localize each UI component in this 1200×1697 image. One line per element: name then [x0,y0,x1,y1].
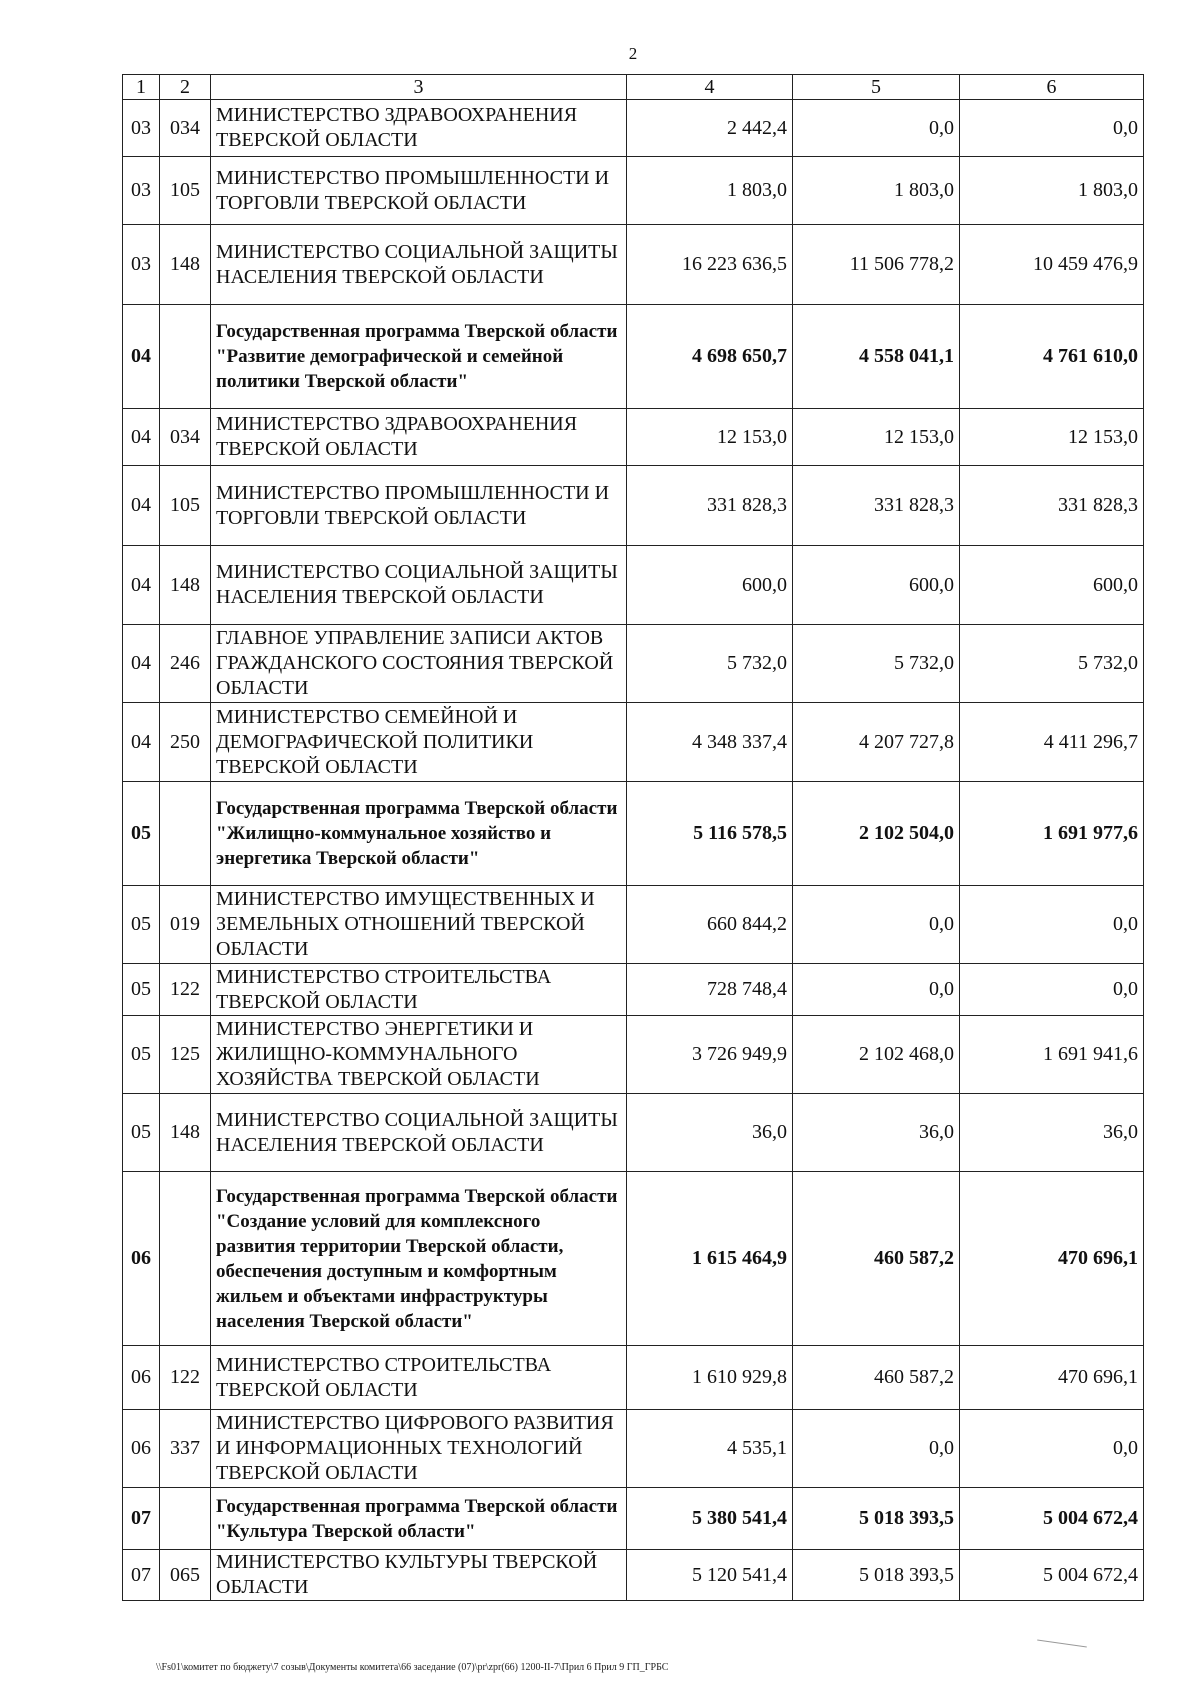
agency-row [123,1550,1144,1601]
name-cell: МИНИСТЕРСТВО СТРОИТЕЛЬСТВА ТВЕРСКОЙ ОБЛАСТИ [211,1346,627,1410]
header-col-3: 3 [211,75,627,100]
amount-col-5-cell: 600,0 [793,546,960,625]
amount-col-6-cell: 470 696,1 [960,1346,1144,1410]
agency-row [123,964,1144,1016]
program-code-cell: 05 [123,964,160,1016]
table-body [123,100,1144,1601]
agency-row [123,625,1144,703]
agency-code-cell [160,305,211,409]
program-code-cell: 06 [123,1346,160,1410]
program-code-cell: 07 [123,1550,160,1601]
amount-col-4-cell: 4 535,1 [627,1410,793,1488]
agency-row [123,100,1144,157]
footer-file-path: \\Fs01\комитет по бюджету\7 созыв\Документы комитета\66 заседание (07)\pr\zpr(66) 1200-II-7\Прил 6 Прил 9 ГП_ГРБС [156,1662,669,1673]
amount-col-6-cell: 470 696,1 [960,1172,1144,1346]
program-code-cell: 07 [123,1488,160,1550]
amount-col-6-cell: 1 691 941,6 [960,1016,1144,1094]
amount-col-5-cell: 0,0 [793,886,960,964]
amount-col-6-cell: 36,0 [960,1094,1144,1172]
agency-code-cell: 337 [160,1410,211,1488]
amount-col-6-cell: 600,0 [960,546,1144,625]
name-cell: Государственная программа Тверской области "Жилищно-коммунальное хозяйство и энергетика Тверской области" [211,782,627,886]
name-cell: МИНИСТЕРСТВО ПРОМЫШЛЕННОСТИ И ТОРГОВЛИ ТВЕРСКОЙ ОБЛАСТИ [211,466,627,546]
agency-row [123,1346,1144,1410]
amount-col-6-cell: 5 732,0 [960,625,1144,703]
program-code-cell: 06 [123,1410,160,1488]
budget-table [122,74,1144,1601]
program-code-cell: 06 [123,1172,160,1346]
program-code-cell: 05 [123,886,160,964]
amount-col-5-cell: 331 828,3 [793,466,960,546]
program-row [123,782,1144,886]
amount-col-5-cell: 0,0 [793,1410,960,1488]
program-code-cell: 04 [123,409,160,466]
agency-code-cell [160,1488,211,1550]
agency-row [123,1016,1144,1094]
program-code-cell: 04 [123,305,160,409]
amount-col-4-cell: 3 726 949,9 [627,1016,793,1094]
name-cell: МИНИСТЕРСТВО СОЦИАЛЬНОЙ ЗАЩИТЫ НАСЕЛЕНИЯ ТВЕРСКОЙ ОБЛАСТИ [211,1094,627,1172]
name-cell: МИНИСТЕРСТВО СЕМЕЙНОЙ И ДЕМОГРАФИЧЕСКОЙ ПОЛИТИКИ ТВЕРСКОЙ ОБЛАСТИ [211,703,627,782]
amount-col-4-cell: 600,0 [627,546,793,625]
amount-col-6-cell: 10 459 476,9 [960,225,1144,305]
amount-col-5-cell: 2 102 468,0 [793,1016,960,1094]
amount-col-4-cell: 4 348 337,4 [627,703,793,782]
amount-col-6-cell: 1 691 977,6 [960,782,1144,886]
header-row [123,75,1144,100]
name-cell: Государственная программа Тверской области "Культура Тверской области" [211,1488,627,1550]
agency-row [123,703,1144,782]
amount-col-6-cell: 0,0 [960,100,1144,157]
amount-col-5-cell: 5 018 393,5 [793,1550,960,1601]
program-code-cell: 04 [123,466,160,546]
amount-col-5-cell: 36,0 [793,1094,960,1172]
program-row [123,305,1144,409]
header-col-4: 4 [627,75,793,100]
agency-code-cell: 034 [160,100,211,157]
agency-code-cell: 122 [160,1346,211,1410]
amount-col-4-cell: 16 223 636,5 [627,225,793,305]
amount-col-6-cell: 0,0 [960,886,1144,964]
amount-col-4-cell: 5 120 541,4 [627,1550,793,1601]
agency-row [123,1410,1144,1488]
program-code-cell: 03 [123,225,160,305]
agency-row [123,157,1144,225]
name-cell: МИНИСТЕРСТВО СТРОИТЕЛЬСТВА ТВЕРСКОЙ ОБЛАСТИ [211,964,627,1016]
agency-row [123,1094,1144,1172]
amount-col-4-cell: 331 828,3 [627,466,793,546]
agency-code-cell: 105 [160,157,211,225]
amount-col-5-cell: 0,0 [793,100,960,157]
agency-code-cell: 122 [160,964,211,1016]
amount-col-5-cell: 11 506 778,2 [793,225,960,305]
agency-row [123,409,1144,466]
agency-code-cell [160,782,211,886]
program-code-cell: 03 [123,100,160,157]
name-cell: МИНИСТЕРСТВО ЗДРАВООХРАНЕНИЯ ТВЕРСКОЙ ОБЛАСТИ [211,409,627,466]
agency-code-cell: 246 [160,625,211,703]
amount-col-4-cell: 2 442,4 [627,100,793,157]
program-row [123,1488,1144,1550]
agency-code-cell: 065 [160,1550,211,1601]
agency-code-cell: 250 [160,703,211,782]
agency-code-cell [160,1172,211,1346]
name-cell: МИНИСТЕРСТВО ЭНЕРГЕТИКИ И ЖИЛИЩНО-КОММУНАЛЬНОГО ХОЗЯЙСТВА ТВЕРСКОЙ ОБЛАСТИ [211,1016,627,1094]
scan-artifact [1037,1640,1087,1648]
amount-col-4-cell: 36,0 [627,1094,793,1172]
program-row [123,1172,1144,1346]
agency-code-cell: 148 [160,225,211,305]
amount-col-5-cell: 1 803,0 [793,157,960,225]
agency-row [123,546,1144,625]
amount-col-5-cell: 12 153,0 [793,409,960,466]
program-code-cell: 05 [123,1016,160,1094]
amount-col-5-cell: 460 587,2 [793,1346,960,1410]
page-number: 2 [628,44,638,63]
program-code-cell: 04 [123,546,160,625]
amount-col-4-cell: 1 615 464,9 [627,1172,793,1346]
agency-code-cell: 034 [160,409,211,466]
amount-col-4-cell: 5 116 578,5 [627,782,793,886]
name-cell: ГЛАВНОЕ УПРАВЛЕНИЕ ЗАПИСИ АКТОВ ГРАЖДАНСКОГО СОСТОЯНИЯ ТВЕРСКОЙ ОБЛАСТИ [211,625,627,703]
agency-code-cell: 019 [160,886,211,964]
name-cell: МИНИСТЕРСТВО СОЦИАЛЬНОЙ ЗАЩИТЫ НАСЕЛЕНИЯ ТВЕРСКОЙ ОБЛАСТИ [211,225,627,305]
amount-col-4-cell: 660 844,2 [627,886,793,964]
amount-col-5-cell: 4 207 727,8 [793,703,960,782]
name-cell: Государственная программа Тверской области "Развитие демографической и семейной политики Тверской области" [211,305,627,409]
name-cell: МИНИСТЕРСТВО ЦИФРОВОГО РАЗВИТИЯ И ИНФОРМАЦИОННЫХ ТЕХНОЛОГИЙ ТВЕРСКОЙ ОБЛАСТИ [211,1410,627,1488]
amount-col-5-cell: 5 018 393,5 [793,1488,960,1550]
header-col-5: 5 [793,75,960,100]
agency-code-cell: 105 [160,466,211,546]
amount-col-6-cell: 0,0 [960,964,1144,1016]
name-cell: МИНИСТЕРСТВО СОЦИАЛЬНОЙ ЗАЩИТЫ НАСЕЛЕНИЯ ТВЕРСКОЙ ОБЛАСТИ [211,546,627,625]
program-code-cell: 05 [123,782,160,886]
header-col-1: 1 [123,75,160,100]
amount-col-5-cell: 2 102 504,0 [793,782,960,886]
agency-row [123,886,1144,964]
amount-col-5-cell: 460 587,2 [793,1172,960,1346]
program-code-cell: 03 [123,157,160,225]
amount-col-6-cell: 331 828,3 [960,466,1144,546]
name-cell: МИНИСТЕРСТВО КУЛЬТУРЫ ТВЕРСКОЙ ОБЛАСТИ [211,1550,627,1601]
program-code-cell: 04 [123,625,160,703]
amount-col-4-cell: 4 698 650,7 [627,305,793,409]
name-cell: МИНИСТЕРСТВО ИМУЩЕСТВЕННЫХ И ЗЕМЕЛЬНЫХ ОТНОШЕНИЙ ТВЕРСКОЙ ОБЛАСТИ [211,886,627,964]
agency-code-cell: 125 [160,1016,211,1094]
amount-col-6-cell: 4 761 610,0 [960,305,1144,409]
amount-col-4-cell: 1 610 929,8 [627,1346,793,1410]
amount-col-6-cell: 12 153,0 [960,409,1144,466]
name-cell: МИНИСТЕРСТВО ПРОМЫШЛЕННОСТИ И ТОРГОВЛИ ТВЕРСКОЙ ОБЛАСТИ [211,157,627,225]
amount-col-4-cell: 5 732,0 [627,625,793,703]
amount-col-6-cell: 1 803,0 [960,157,1144,225]
agency-row [123,466,1144,546]
agency-code-cell: 148 [160,1094,211,1172]
amount-col-6-cell: 4 411 296,7 [960,703,1144,782]
amount-col-5-cell: 0,0 [793,964,960,1016]
amount-col-5-cell: 5 732,0 [793,625,960,703]
name-cell: МИНИСТЕРСТВО ЗДРАВООХРАНЕНИЯ ТВЕРСКОЙ ОБЛАСТИ [211,100,627,157]
program-code-cell: 04 [123,703,160,782]
amount-col-6-cell: 0,0 [960,1410,1144,1488]
name-cell: Государственная программа Тверской области "Создание условий для комплексного развития территории Тверской области, обеспечения доступным и комфортным жильем и объектами инфраструктуры населения Тверской области" [211,1172,627,1346]
amount-col-6-cell: 5 004 672,4 [960,1550,1144,1601]
amount-col-4-cell: 728 748,4 [627,964,793,1016]
agency-code-cell: 148 [160,546,211,625]
header-col-2: 2 [160,75,211,100]
amount-col-4-cell: 12 153,0 [627,409,793,466]
agency-row [123,225,1144,305]
amount-col-6-cell: 5 004 672,4 [960,1488,1144,1550]
program-code-cell: 05 [123,1094,160,1172]
amount-col-4-cell: 1 803,0 [627,157,793,225]
amount-col-5-cell: 4 558 041,1 [793,305,960,409]
header-col-6: 6 [960,75,1144,100]
amount-col-4-cell: 5 380 541,4 [627,1488,793,1550]
